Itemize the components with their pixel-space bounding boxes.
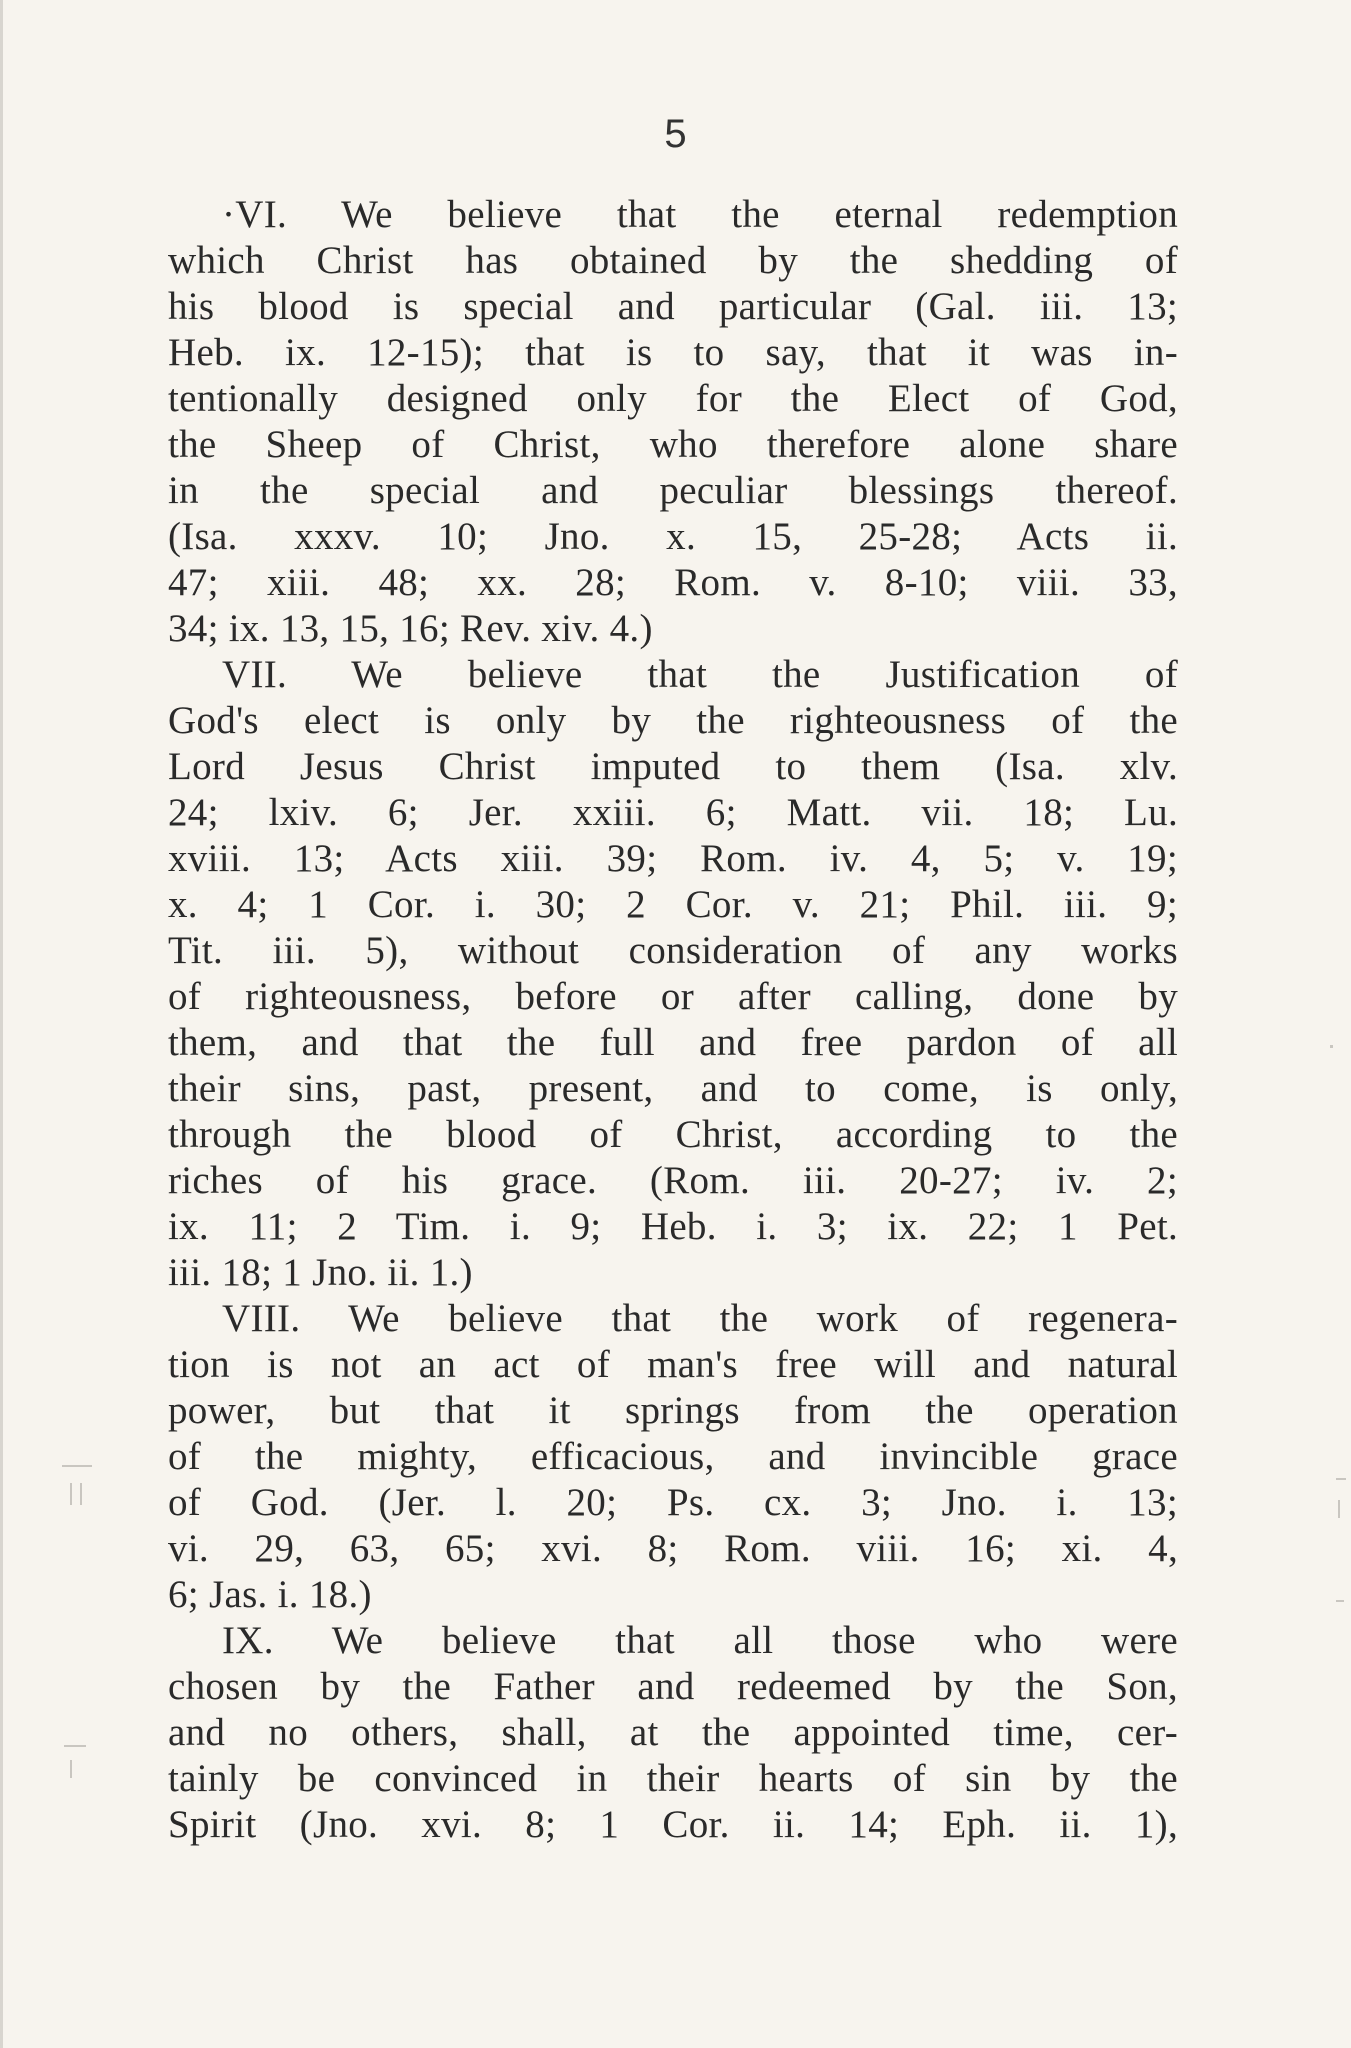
text-line: x. 4; 1 Cor. i. 30; 2 Cor. v. 21; Phil. iii. 9; — [168, 883, 1178, 926]
text-line: their sins, past, present, and to come, is only, — [168, 1067, 1178, 1110]
margin-speck — [1338, 1500, 1340, 1518]
text-line: ix. 11; 2 Tim. i. 9; Heb. i. 3; ix. 22; 1 Pet. — [168, 1205, 1178, 1248]
text-line: Lord Jesus Christ imputed to them (Isa. xlv. — [168, 745, 1178, 788]
text-line: of righteousness, before or after calling, done by — [168, 975, 1178, 1018]
text-line: them, and that the full and free pardon of all — [168, 1021, 1178, 1064]
text-line: power, but that it springs from the operation — [168, 1389, 1178, 1432]
text-line: through the blood of Christ, according to the — [168, 1113, 1178, 1156]
text-line: Tit. iii. 5), without consideration of any works — [168, 929, 1178, 972]
text-line: 6; Jas. i. 18.) — [168, 1573, 372, 1616]
margin-speck — [1336, 1478, 1346, 1480]
text-line: of God. (Jer. l. 20; Ps. cx. 3; Jno. i. 13; — [168, 1481, 1178, 1524]
text-line: Spirit (Jno. xvi. 8; 1 Cor. ii. 14; Eph. ii. 1), — [168, 1803, 1178, 1846]
text-line: VIII. We believe that the work of regenera- — [222, 1297, 1178, 1340]
margin-speck — [80, 1483, 82, 1505]
text-line: which Christ has obtained by the shedding of — [168, 239, 1178, 282]
text-line: 34; ix. 13, 15, 16; Rev. xiv. 4.) — [168, 607, 653, 650]
page-number: 5 — [664, 112, 687, 156]
text-line: his blood is special and particular (Gal. iii. 13; — [168, 285, 1178, 328]
text-line: tion is not an act of man's free will and natural — [168, 1343, 1178, 1386]
text-line: VII. We believe that the Justification of — [222, 653, 1178, 696]
text-line: the Sheep of Christ, who therefore alone share — [168, 423, 1178, 466]
text-line: vi. 29, 63, 65; xvi. 8; Rom. viii. 16; xi. 4, — [168, 1527, 1178, 1570]
text-line: (Isa. xxxv. 10; Jno. x. 15, 25-28; Acts ii. — [168, 515, 1178, 558]
margin-speck — [1336, 1600, 1344, 1602]
text-line: in the special and peculiar blessings thereof. — [168, 469, 1178, 512]
text-line: xviii. 13; Acts xiii. 39; Rom. iv. 4, 5; v. 19; — [168, 837, 1178, 880]
text-line: God's elect is only by the righteousness of the — [168, 699, 1178, 742]
body-text — [168, 192, 1178, 1848]
text-line: chosen by the Father and redeemed by the Son, — [168, 1665, 1178, 1708]
text-line: tentionally designed only for the Elect of God, — [168, 377, 1178, 420]
text-line: Heb. ix. 12-15); that is to say, that it was in- — [168, 331, 1178, 374]
text-line: 47; xiii. 48; xx. 28; Rom. v. 8-10; viii. 33, — [168, 561, 1178, 604]
text-line: riches of his grace. (Rom. iii. 20-27; iv. 2; — [168, 1159, 1178, 1202]
text-line: of the mighty, efficacious, and invincible grace — [168, 1435, 1178, 1478]
text-line: iii. 18; 1 Jno. ii. 1.) — [168, 1251, 473, 1294]
margin-speck — [62, 1465, 92, 1467]
text-line: tainly be convinced in their hearts of sin by the — [168, 1757, 1178, 1800]
text-line: and no others, shall, at the appointed time, cer- — [168, 1711, 1178, 1754]
margin-speck — [70, 1483, 72, 1505]
text-line: IX. We believe that all those who were — [222, 1619, 1178, 1662]
page-edge — [0, 0, 3, 2048]
text-line: ·VI. We believe that the eternal redemption — [222, 193, 1178, 236]
margin-speck — [1330, 1045, 1333, 1048]
margin-speck — [70, 1760, 72, 1778]
margin-speck — [64, 1745, 86, 1747]
text-line: 24; lxiv. 6; Jer. xxiii. 6; Matt. vii. 18; Lu. — [168, 791, 1178, 834]
